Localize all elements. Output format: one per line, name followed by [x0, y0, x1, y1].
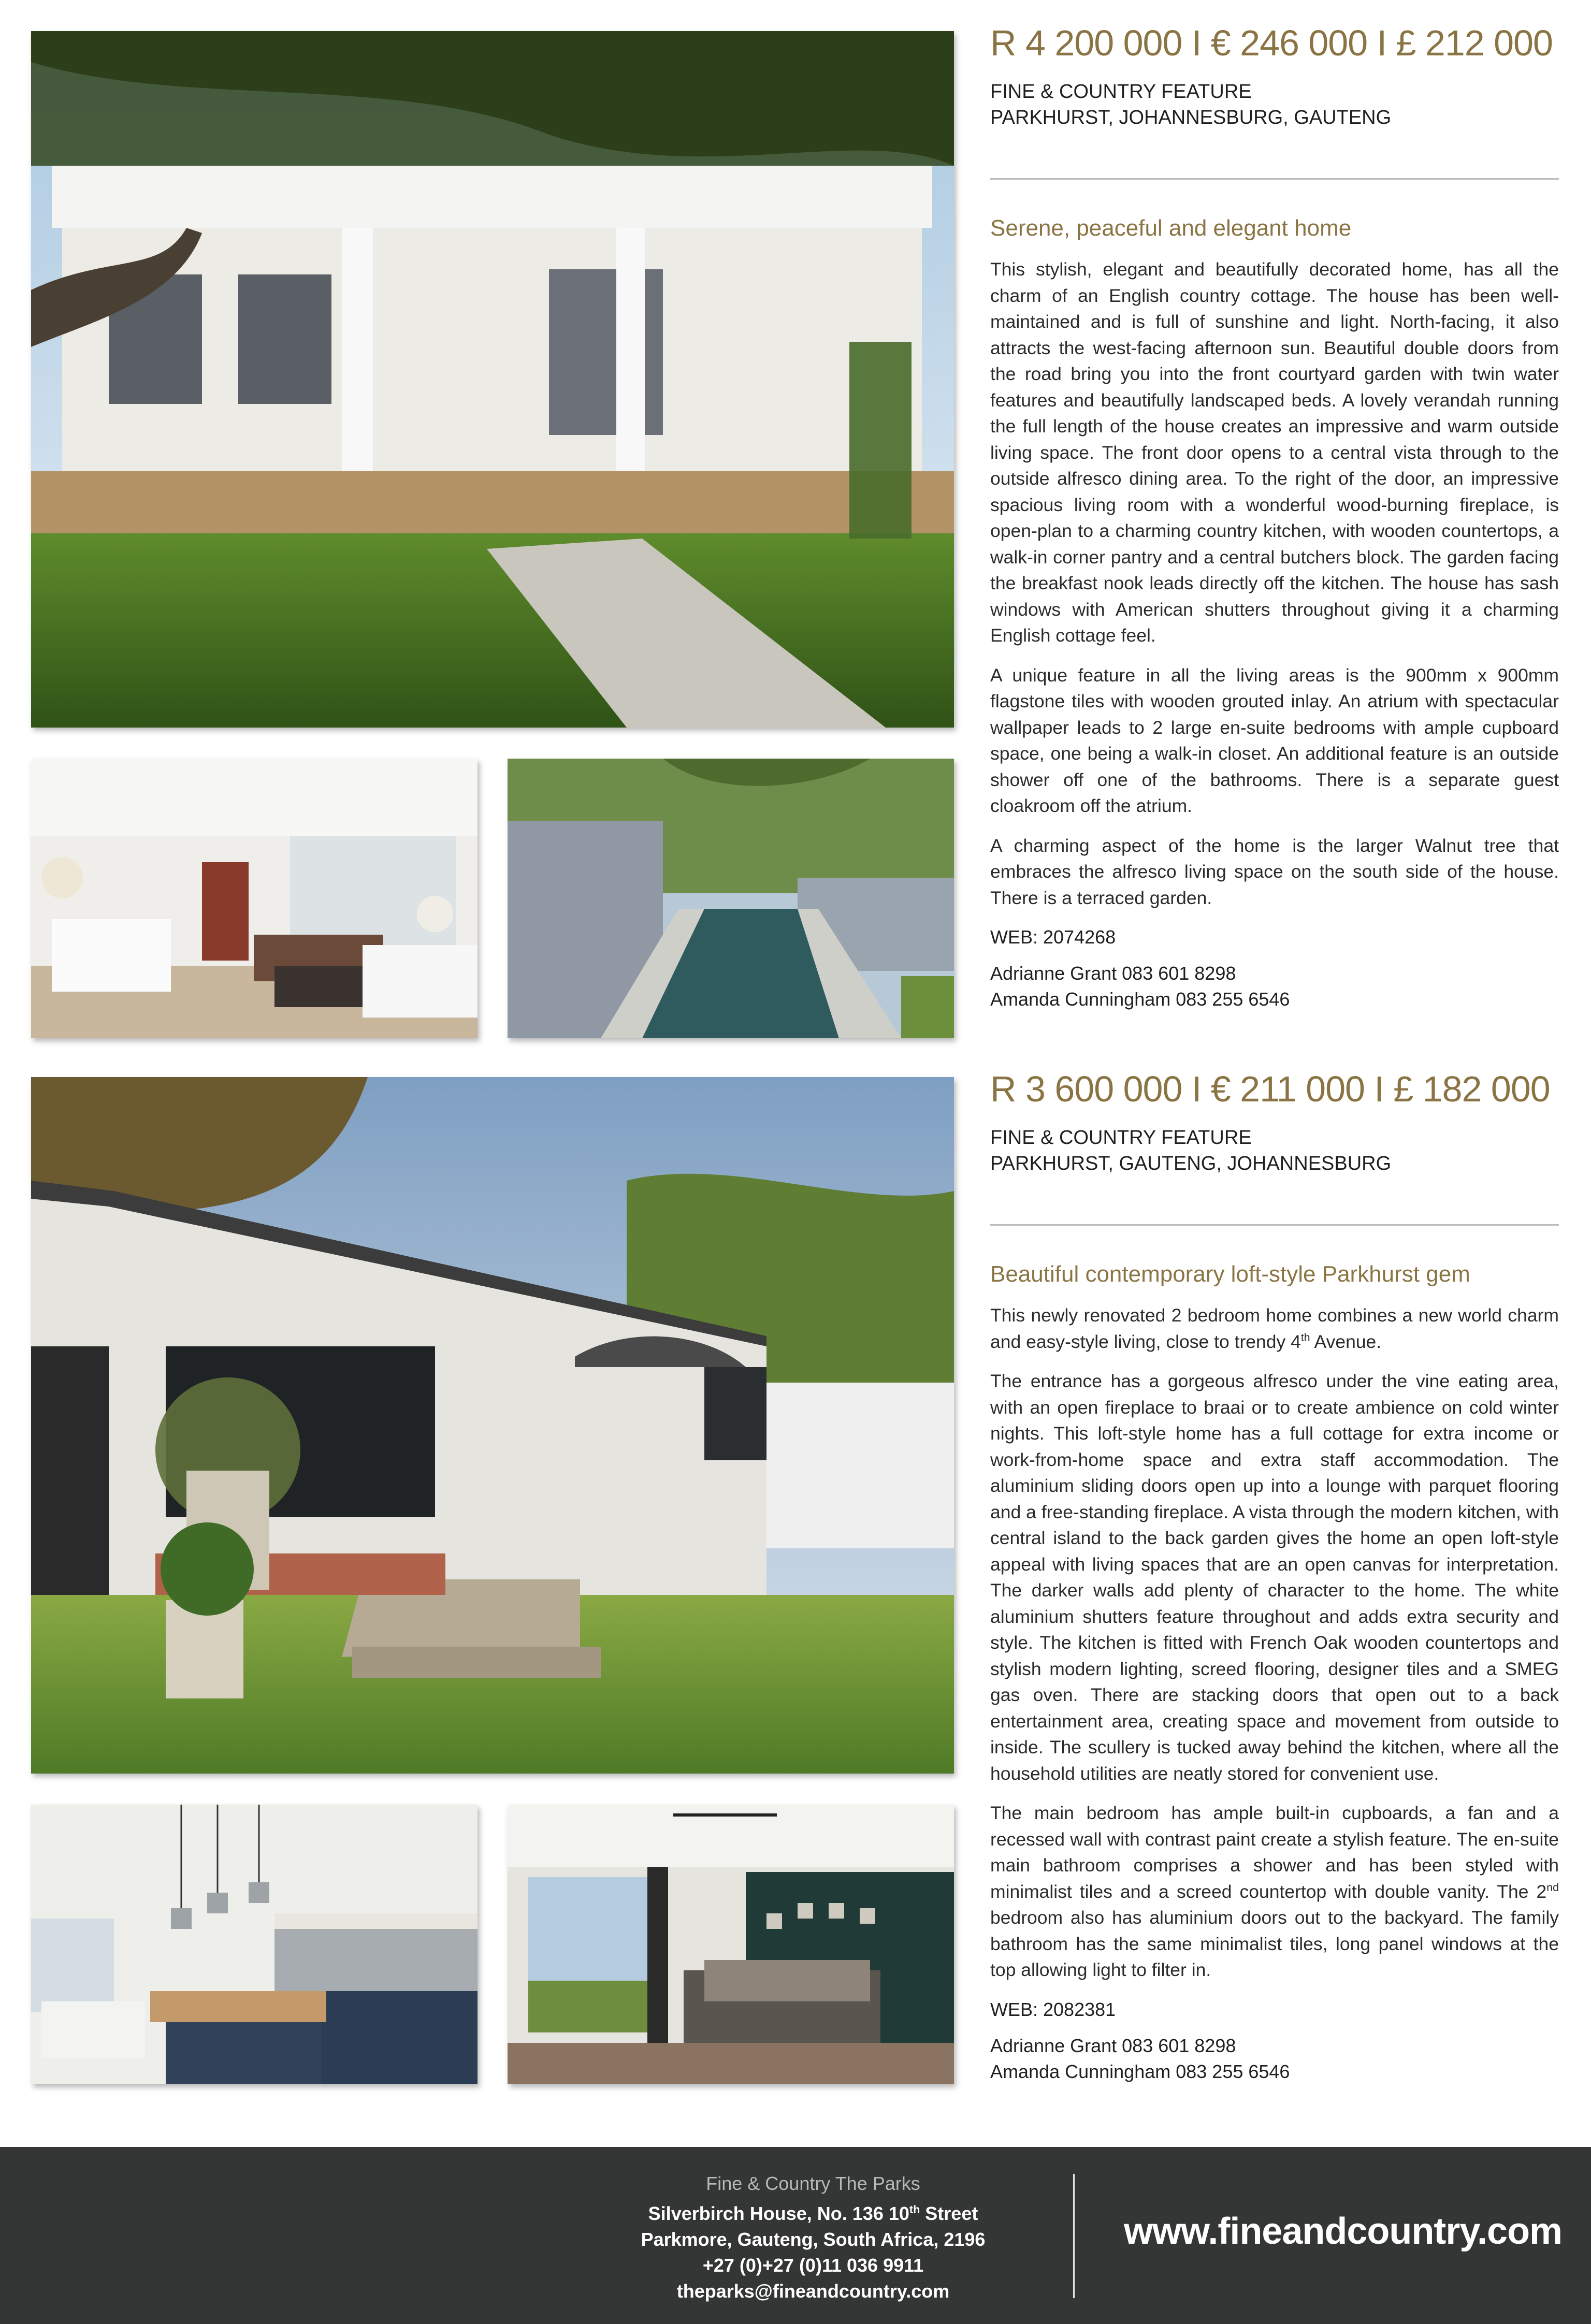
listing-1-divider [990, 178, 1559, 180]
listing-2-paragraph: The entrance has a gorgeous alfresco under the vine eating area, with an open fireplace to braai or to create ambience on cold winter nights. This loft-style home has a full cottage for extra income or work-from-home space and extra staff accommodation. The aluminium sliding doors open up into a lounge with parquet flooring and a free-standing fireplace. A vista through the modern kitchen, with central island to the back garden gives the home an open loft-style appeal with living spaces that are an open canvas for interpretation. The darker walls add plenty of character to the home. The white aluminium shutters feature throughout and adds extra security and style. The kitchen is fitted with French Oak wooden countertops and stylish modern lighting, screed flooring, designer tiles and a SMEG gas oven. There are stacking doors that open out to a back entertainment area, creating space and movement from outside to inside. The scullery is tucked away behind the kitchen, where all the household utilities are neatly stored for convenient use. [990, 1371, 1559, 1784]
paragraph-text: The main bedroom has ample built-in cupboards, a fan and a recessed wall with contrast paint create a stylish feature. The en-suite main bathroom comprises a shower and has been styled with minimalist tiles and a screed countertop with double vanity. The 2 [990, 1803, 1559, 1902]
contact-agent: Amanda Cunningham 083 255 6546 [990, 2060, 1290, 2082]
listing-2-headline: Beautiful contemporary loft-style Parkhurst gem [990, 1261, 1470, 1287]
footer [0, 2147, 1591, 2324]
footer-brand: Fine & Country The Parks [706, 2173, 920, 2194]
footer-divider [1073, 2174, 1075, 2298]
listing-2-feature-label: FINE & COUNTRY FEATURE [990, 1127, 1252, 1149]
listing-1-feature-label: FINE & COUNTRY FEATURE [990, 81, 1252, 103]
address-text: Street [920, 2203, 978, 2224]
listing-1-web-ref: WEB: 2074268 [990, 926, 1116, 948]
listing-1-pool-photo [508, 759, 954, 1038]
address-text: Silverbirch House, No. 136 10 [648, 2203, 909, 2224]
listing-2-divider [990, 1224, 1559, 1226]
listing-1-main-photo [31, 31, 954, 728]
listing-1-location: PARKHURST, JOHANNESBURG, GAUTENG [990, 107, 1392, 128]
paragraph-text: bedroom also has aluminium doors out to the backyard. The family bathroom has the same minimalist tiles, long panel windows at the top allowing light to filter in. [990, 1907, 1559, 1981]
footer-phone[interactable]: +27 (0)+27 (0)11 036 9911 [702, 2255, 924, 2276]
contact-agent: Adrianne Grant 083 601 8298 [990, 963, 1236, 984]
footer-website-link[interactable]: www.fineandcountry.com [1124, 2211, 1563, 2252]
listing-2 [990, 1071, 1559, 2085]
listing-2-paragraph [990, 1302, 1559, 1355]
listing-1-price: R 4 200 000 I € 246 000 I £ 212 000 [990, 23, 1553, 63]
listing-2-bedroom-photo [508, 1805, 954, 2084]
listing-1-paragraph: A unique feature in all the living areas is the 900mm x 900mm flagstone tiles with wooden grouted inlay. An atrium with spectacular wallpaper leads to 2 large en-suite bedrooms with ample cupboard space, one being a walk-in closet. An additional feature is an outside shower off one of the bathrooms. There is a separate guest cloakroom off the atrium. [990, 664, 1559, 817]
ordinal-suffix: th [1300, 1331, 1310, 1344]
listing-2-main-photo [31, 1077, 954, 1774]
ordinal-suffix: th [909, 2203, 920, 2216]
paragraph-text: Avenue. [1310, 1331, 1382, 1352]
footer-email[interactable]: theparks@fineandcountry.com [676, 2281, 950, 2302]
footer-address-line-2: Parkmore, Gauteng, South Africa, 2196 [641, 2229, 986, 2250]
ordinal-suffix: nd [1546, 1881, 1559, 1894]
contact-agent: Adrianne Grant 083 601 8298 [990, 2035, 1236, 2056]
listing-2-kitchen-photo [31, 1805, 478, 2084]
listing-1-description [990, 256, 1559, 911]
listing-1 [990, 25, 1559, 1012]
listing-2-location: PARKHURST, GAUTENG, JOHANNESBURG [990, 1153, 1392, 1174]
listing-1-headline: Serene, peaceful and elegant home [990, 215, 1352, 241]
listing-1-living-room-photo [31, 759, 478, 1038]
listing-2-price: R 3 600 000 I € 211 000 I £ 182 000 [990, 1069, 1550, 1109]
listing-2-web-ref: WEB: 2082381 [990, 1998, 1116, 2020]
footer-address-line-1 [590, 2201, 1036, 2227]
listing-1-paragraph: A charming aspect of the home is the larger Walnut tree that embraces the alfresco living space on the south side of the house. There is a terraced garden. [990, 835, 1559, 908]
footer-address [590, 2201, 1036, 2304]
paragraph-text: This newly renovated 2 bedroom home combines a new world charm and easy-style living, close to trendy 4 [990, 1305, 1559, 1352]
listing-2-contacts [990, 2033, 1559, 2085]
listing-2-paragraph [990, 1800, 1559, 1983]
contact-agent: Amanda Cunningham 083 255 6546 [990, 989, 1290, 1010]
listing-1-contacts [990, 961, 1559, 1012]
listing-1-paragraph: This stylish, elegant and beautifully decorated home, has all the charm of an English country cottage. The house has been well-maintained and is full of sunshine and light. North-facing, it also attracts the west-facing afternoon sun. Beautiful double doors from the road bring you into the front courtyard garden with twin water features and beautifully landscaped beds. A lovely verandah running the full length of the house creates an impressive and warm outside living space. The front door opens to a central vista through to the outside alfresco dining area. To the right of the door, an impressive spacious living room with a wonderful wood-burning fireplace, is open-plan to a charming country kitchen, with wooden countertops, a walk-in corner pantry and a central butchers block. The garden facing the breakfast nook leads directly off the kitchen. The house has sash windows with American shutters throughout giving it a charming English cottage feel. [990, 259, 1559, 646]
listing-2-description [990, 1302, 1559, 1983]
